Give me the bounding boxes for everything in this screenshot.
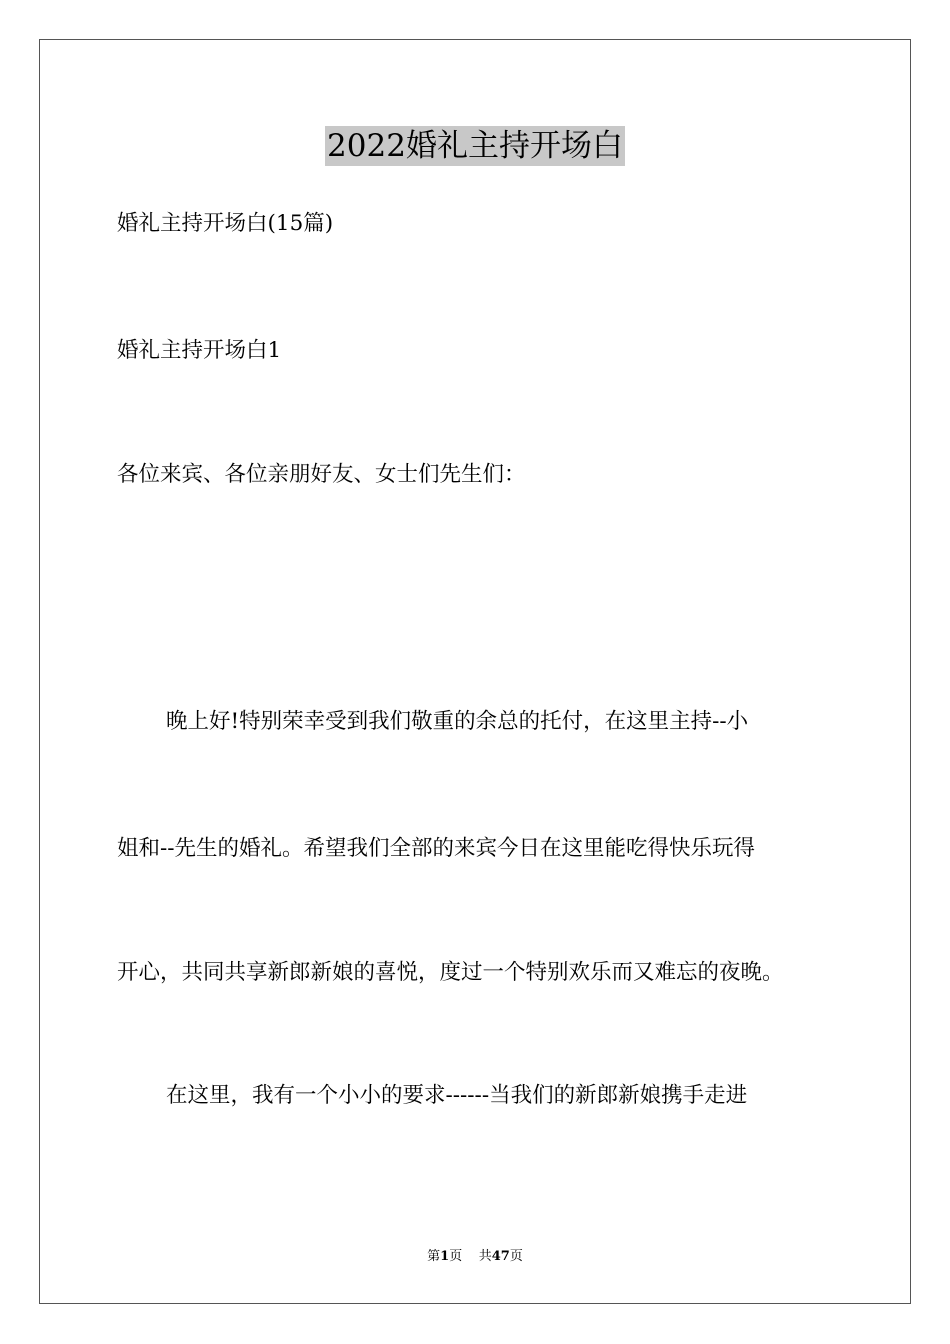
- footer-total-suffix: 页: [509, 1249, 523, 1264]
- paragraph-line: 姐和--先生的婚礼。希望我们全部的来宾今日在这里能吃得快乐玩得: [117, 836, 756, 861]
- footer-total-pages: 47: [491, 1249, 510, 1264]
- document-title: 2022婚礼主持开场白: [327, 128, 623, 164]
- subtitle-line: 婚礼主持开场白(15篇): [117, 211, 334, 236]
- title-container: [0, 126, 950, 166]
- paragraph-line: 晚上好!特别荣幸受到我们敬重的余总的托付，在这里主持--小: [166, 709, 749, 734]
- footer-page-suffix: 页: [449, 1249, 463, 1264]
- footer-page-number: 1: [440, 1249, 450, 1264]
- paragraph-line: 开心，共同共享新郎新娘的喜悦，度过一个特别欢乐而又难忘的夜晚。: [117, 960, 784, 985]
- section-heading: 婚礼主持开场白1: [117, 338, 282, 363]
- paragraph-line: 在这里，我有一个小小的要求------当我们的新郎新娘携手走进: [166, 1083, 748, 1108]
- page-footer: [0, 1248, 950, 1266]
- greeting-line: 各位来宾、各位亲朋好友、女士们先生们：: [117, 462, 526, 487]
- footer-page-prefix: 第: [427, 1249, 441, 1264]
- footer-total-prefix: 共: [478, 1249, 492, 1264]
